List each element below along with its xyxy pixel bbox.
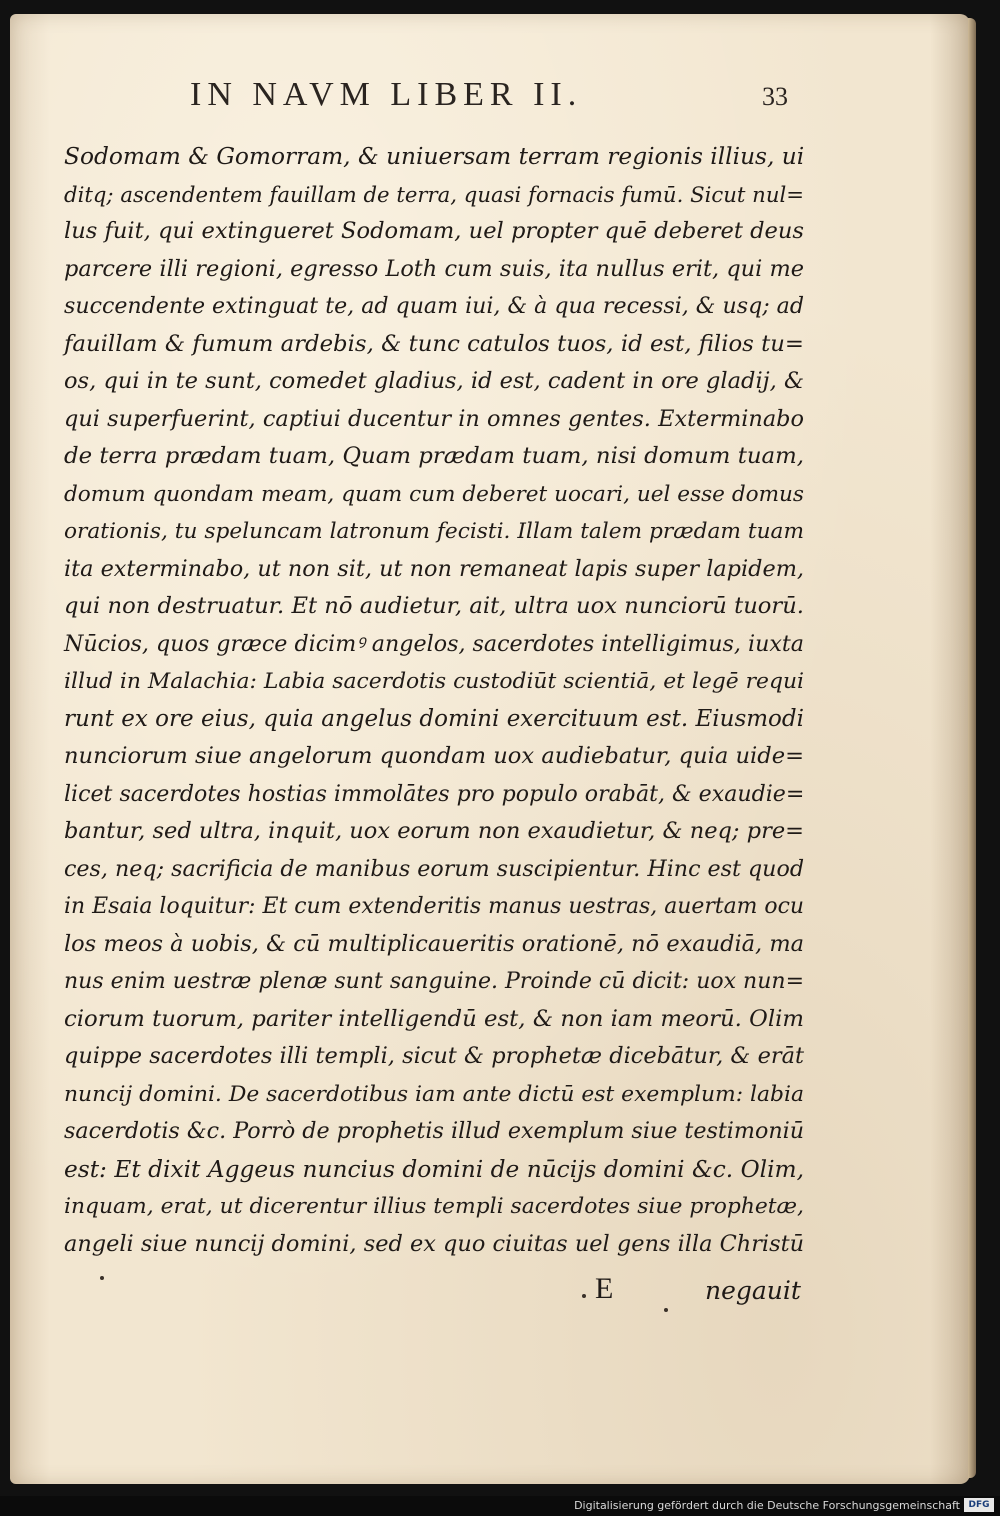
folio-number: 33 — [762, 82, 788, 111]
page-edge — [968, 18, 976, 1478]
text-line: illud in Malachia: Labia sacerdotis custodiūt scientiā, et legē requi — [64, 669, 804, 694]
book-page — [10, 14, 970, 1484]
running-head: IN NAVM LIBER II. — [190, 76, 583, 113]
dfg-logo: DFG — [964, 1498, 994, 1512]
text-line: lus fuit, qui extingueret Sodomam, uel propter quē deberet deus — [64, 218, 804, 244]
text-line: sacerdotis &c. Porrò de prophetis illud exemplum siue testimoniū — [64, 1118, 805, 1144]
footer-bar — [0, 1496, 1000, 1516]
text-line: bantur, sed ultra, inquit, uox eorum non exaudietur, & neq; pre= — [64, 818, 804, 844]
text-line: domum quondam meam, quam cum deberet uocari, uel esse domus — [64, 481, 804, 507]
text-line: ita exterminabo, ut non sit, ut non remaneat lapis super lapidem, — [64, 555, 804, 582]
text-line: nunciorum siue angelorum quondam uox audiebatur, quia uide= — [64, 743, 804, 769]
text-line: angeli siue nuncij domini, sed ex quo ciuitas uel gens illa Christū — [64, 1230, 804, 1257]
text-line: de terra prædam tuam, Quam prædam tuam, nisi domum tuam, — [64, 443, 804, 469]
text-line: orationis, tu speluncam latronum fecisti. Illam talem prædam tuam — [64, 519, 804, 544]
text-line: parcere illi regioni, egresso Loth cum suis, ita nullus erit, qui me — [64, 255, 804, 282]
text-line: runt ex ore eius, quia angelus domini exercituum est. Eiusmodi — [64, 705, 804, 732]
text-line: os, qui in te sunt, comedet gladius, id est, cadent in ore gladij, & — [64, 368, 804, 394]
text-line: in Esaia loquitur: Et cum extenderitis manus uestras, auertam ocu — [64, 894, 804, 919]
text-line: qui superfuerint, captiui ducentur in omnes gentes. Exterminabo — [64, 405, 804, 432]
text-line: nuncij domini. De sacerdotibus iam ante dictū est exemplum: labia — [64, 1081, 804, 1107]
signature-mark: E — [595, 1272, 614, 1305]
text-line: licet sacerdotes hostias immolātes pro populo orabāt, & exaudie= — [64, 781, 805, 807]
ink-speck — [664, 1308, 668, 1312]
text-line: nus enim uestræ plenæ sunt sanguine. Proinde cū dicit: uox nun= — [64, 969, 805, 994]
ink-speck — [582, 1294, 586, 1298]
catchword: negauit — [705, 1276, 801, 1305]
text-line: Sodomam & Gomorram, & uniuersam terram regionis illius, ui — [64, 143, 805, 170]
body-text — [64, 138, 804, 1263]
text-line: est: Et dixit Aggeus nuncius domini de nūcijs domini &c. Olim, — [64, 1155, 804, 1183]
text-line: qui non destruatur. Et nō audietur, ait, ultra uox nunciorū tuorū. — [64, 593, 804, 619]
text-line: los meos à uobis, & cū multiplicaueritis orationē, nō exaudiā, ma — [64, 930, 804, 957]
ink-speck — [100, 1276, 104, 1280]
digitization-credit: Digitalisierung gefördert durch die Deutsche Forschungsgemeinschaft — [574, 1499, 960, 1512]
text-line: fauillam & fumum ardebis, & tunc catulos tuos, id est, filios tu= — [64, 330, 804, 357]
text-line: ciorum tuorum, pariter intelligendū est, & non iam meorū. Olim — [64, 1005, 804, 1032]
text-line: inquam, erat, ut dicerentur illius templi sacerdotes siue prophetæ, — [64, 1194, 804, 1219]
text-line: ditq; ascendentem fauillam de terra, quasi fornacis fumū. Sicut nul= — [64, 181, 804, 207]
text-line: ces, neq; sacrificia de manibus eorum suscipientur. Hinc est quod — [64, 855, 805, 882]
text-line: succendente extinguat te, ad quam iui, & à qua recessi, & usq; ad — [64, 293, 804, 319]
text-line: quippe sacerdotes illi templi, sicut & prophetæ dicebātur, & erāt — [64, 1043, 804, 1069]
text-line: Nūcios, quos græce dicimꝰ angelos, sacerdotes intelligimus, iuxta — [64, 630, 805, 657]
